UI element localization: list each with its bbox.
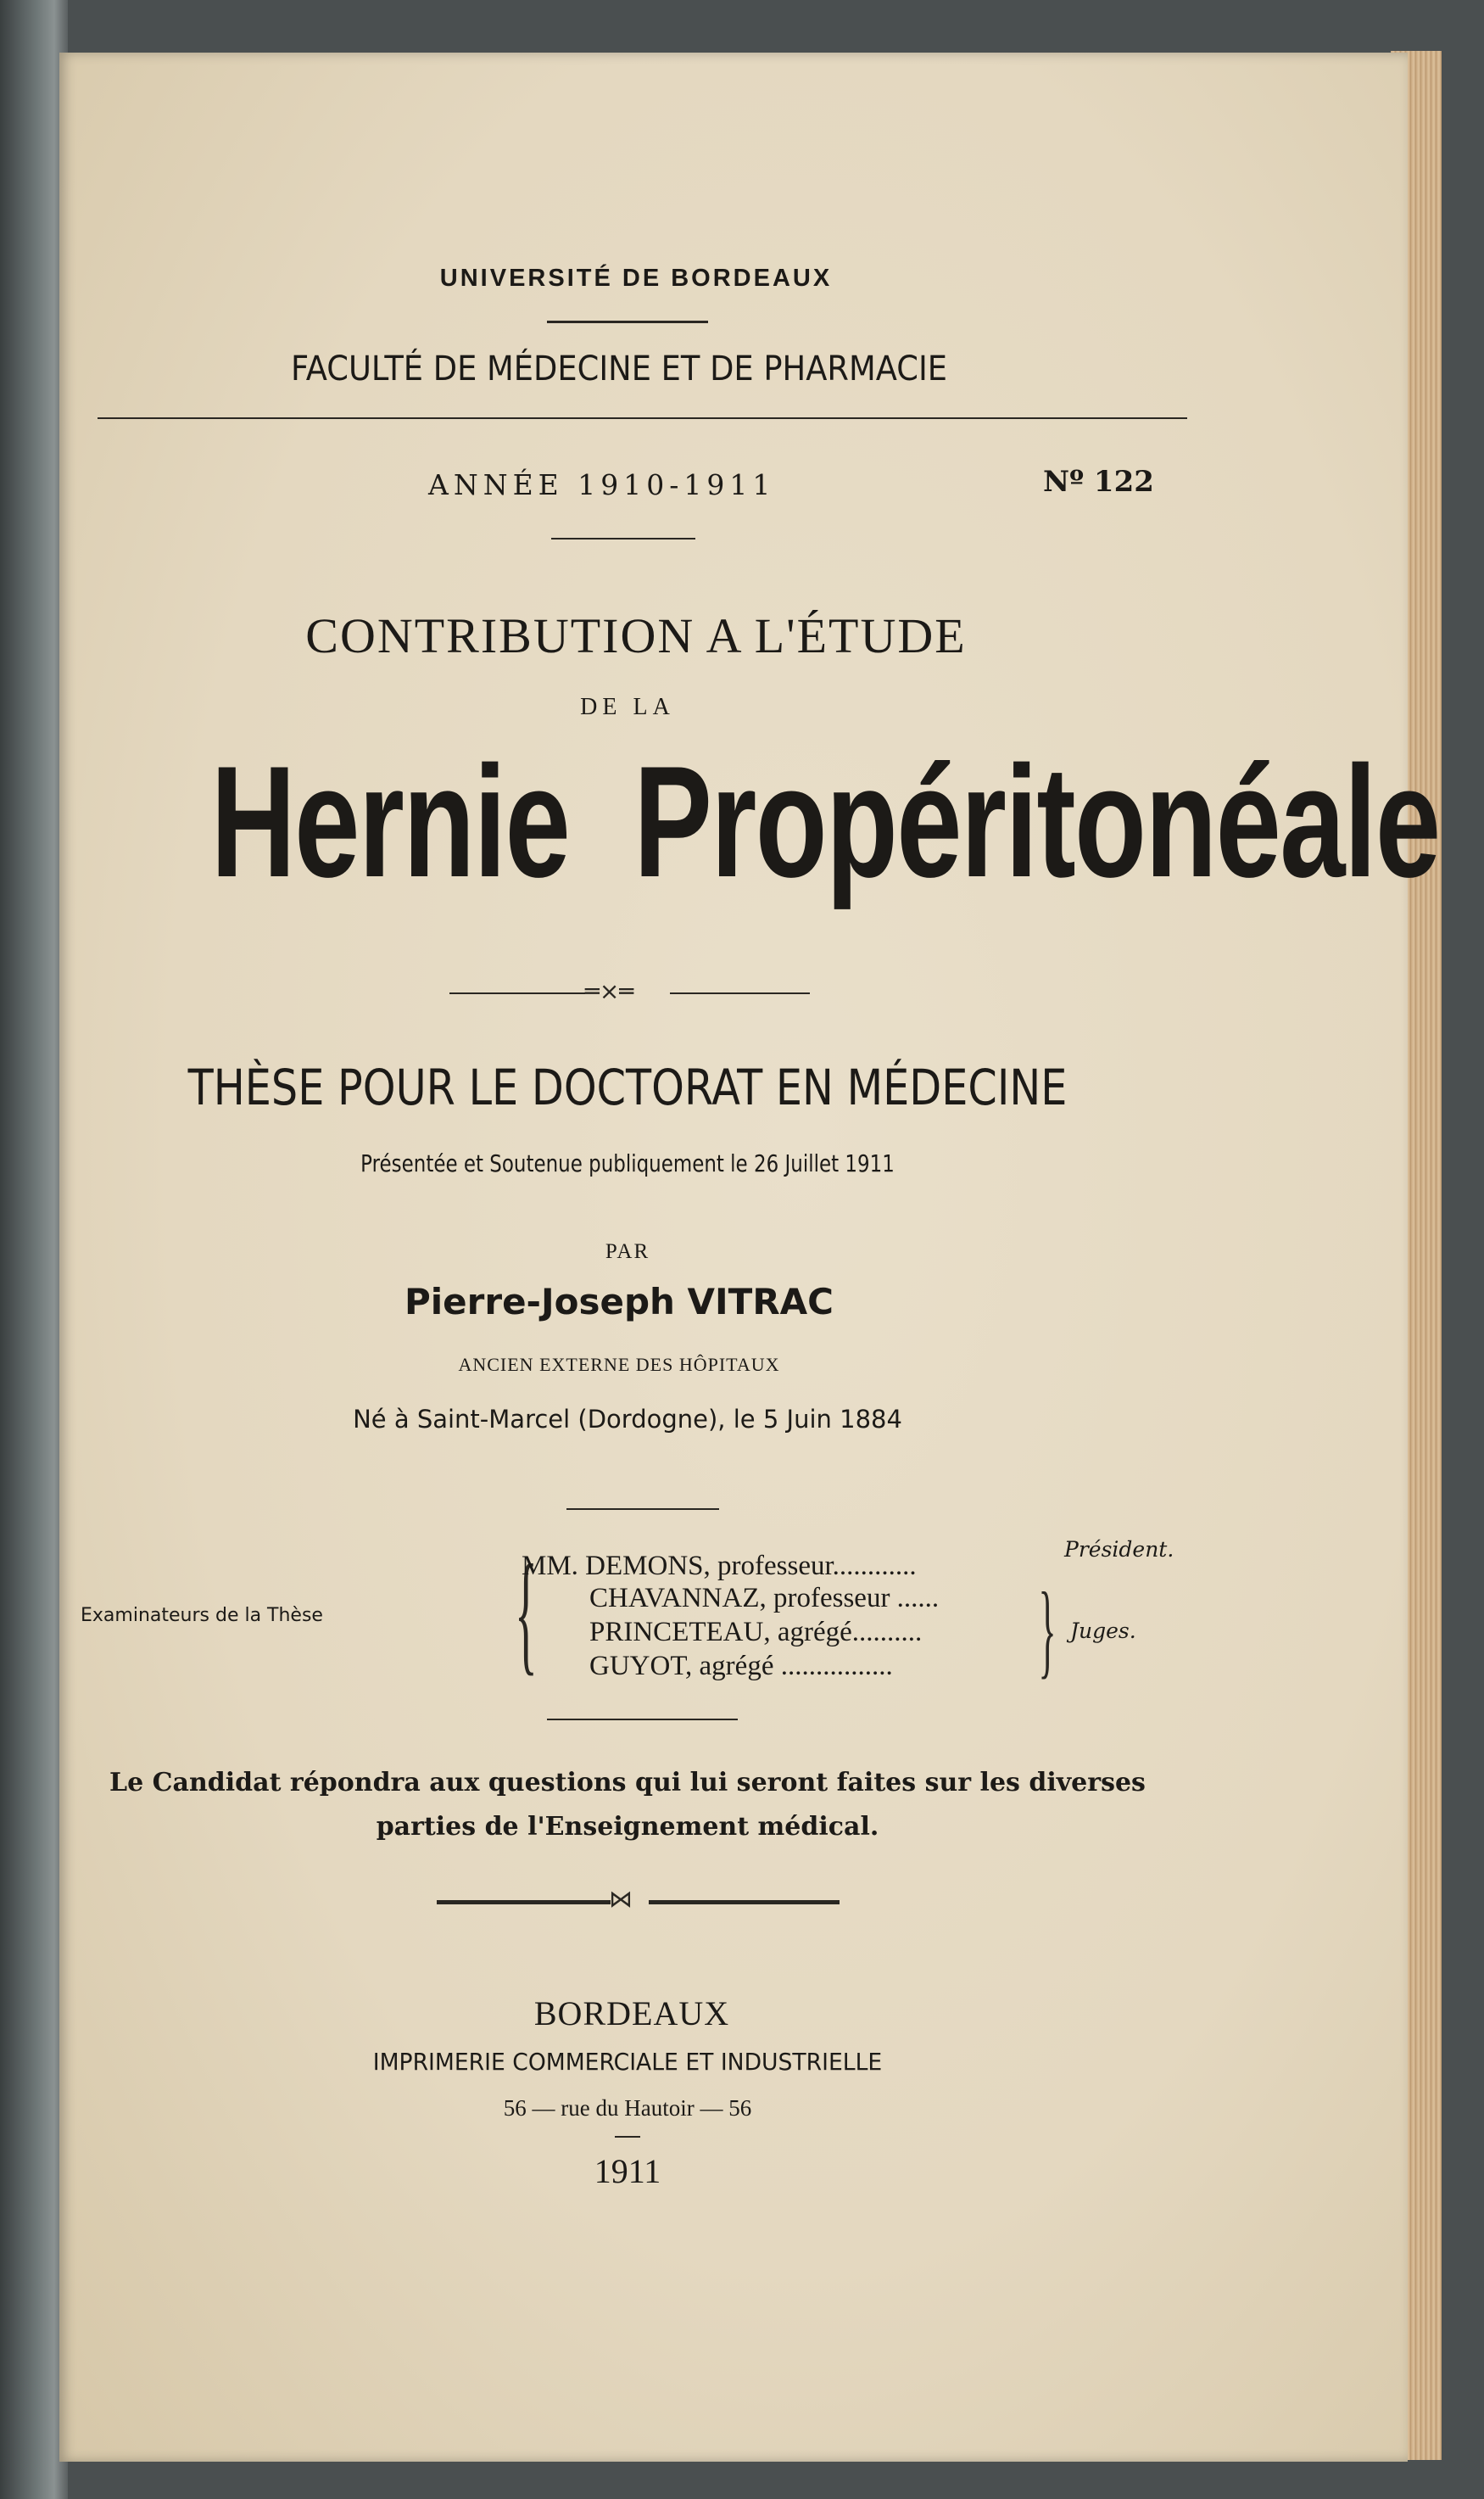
author-title: ANCIEN EXTERNE DES HÔPITAUX	[458, 1354, 780, 1375]
faculty-name: FACULTÉ DE MÉDECINE ET DE PHARMACIE	[290, 349, 948, 389]
jury-member-2: CHAVANNAZ, professeur ......	[589, 1583, 940, 1613]
imprint-printer: IMPRIMERIE COMMERCIALE ET INDUSTRIELLE	[372, 2048, 883, 2076]
president-label: Président.	[1064, 1537, 1174, 1562]
par-label: PAR	[605, 1240, 650, 1263]
ornament-glyph: ═×═	[585, 977, 634, 1005]
examiners-label: Examinateurs de la Thèse	[81, 1605, 323, 1626]
jury-top-rule	[566, 1508, 719, 1510]
thesis-type: THÈSE POUR LE DOCTORAT EN MÉDECINE	[187, 1059, 1068, 1116]
jury-bottom-rule	[547, 1719, 738, 1720]
header-rule	[98, 417, 1187, 419]
bottom-ornament-glyph: ⋈	[609, 1885, 633, 1913]
author-birth: Né à Saint-Marcel (Dordogne), le 5 Juin 1884	[353, 1405, 902, 1434]
imprint-address: 56 — rue du Hautoir — 56	[503, 2095, 752, 2121]
bottom-ornament-left	[437, 1900, 611, 1904]
academic-year: ANNÉE 1910-1911	[428, 468, 776, 501]
presentation-date: Présentée et Soutenue publiquement le 26 Juillet 1911	[360, 1149, 895, 1177]
jury-member-3: PRINCETEAU, agrégé..........	[589, 1617, 923, 1647]
university-name: UNIVERSITÉ DE BORDEAUX	[439, 265, 833, 292]
title-line-1: CONTRIBUTION A L'ÉTUDE	[305, 608, 967, 663]
author-name: Pierre-Joseph VITRAC	[404, 1281, 834, 1322]
bottom-ornament-right	[649, 1900, 840, 1904]
title-line-2: DE LA	[580, 694, 675, 720]
left-brace: {	[514, 1536, 538, 1687]
jury-member-1: MM. DEMONS, professeur............	[522, 1551, 917, 1581]
university-underline	[547, 321, 708, 323]
short-rule	[551, 538, 695, 539]
main-title: Hernie Propéritonéale	[210, 733, 1440, 910]
imprint-year: 1911	[594, 2152, 661, 2190]
ornament-rule-right	[670, 992, 810, 994]
judges-label: Juges.	[1070, 1618, 1136, 1643]
candidate-notice: Le Candidat répondra aux questions qui lui seront faites sur les diverses parties de l'Enseignement médical.	[109, 1768, 1146, 1842]
right-brace: }	[1038, 1572, 1057, 1689]
thesis-number: Nº 122	[1043, 465, 1154, 499]
imprint-city: BORDEAUX	[533, 1994, 730, 2032]
ornament-rule-left	[449, 992, 585, 994]
jury-member-4: GUYOT, agrégé ................	[589, 1651, 893, 1681]
year-rule	[615, 2136, 640, 2138]
